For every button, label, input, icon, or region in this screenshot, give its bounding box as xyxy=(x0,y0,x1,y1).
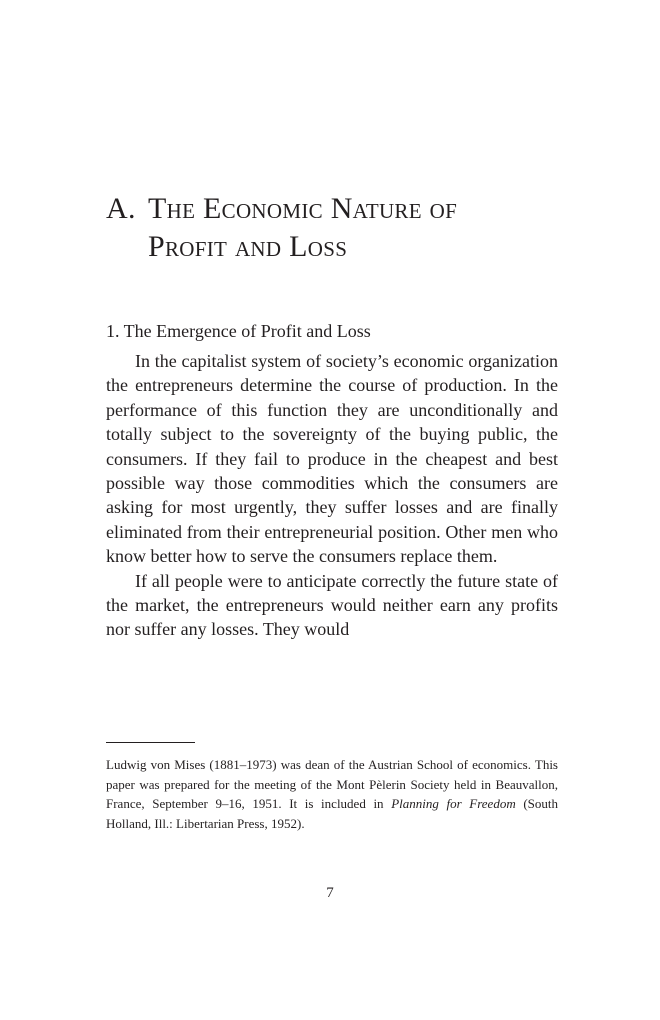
footnote-book-title: Planning for Freedom xyxy=(391,796,516,811)
footnote-text-after: (South Holland, Ill.: Libertarian Press, 1952). xyxy=(106,796,559,831)
chapter-title-line-1: The Economic Nature of xyxy=(148,192,458,225)
chapter-title-line-2: Profit and Loss xyxy=(148,230,348,263)
body-text xyxy=(106,349,558,642)
chapter-letter: A. xyxy=(106,192,136,225)
section-title: 1. The Emergence of Profit and Loss xyxy=(106,321,371,341)
chapter-heading xyxy=(106,190,566,266)
footnote xyxy=(106,755,558,833)
footnote-text-before: Ludwig von Mises (1881–1973) was dean of the Austrian School of economics. This paper was prepared for the meeting of the Mont Pèlerin Society held in Beauvallon, France, September 9–16, 1951. It is included in xyxy=(106,757,558,811)
paragraph-1: In the capitalist system of society’s economic organization the entrepreneurs determine the course of production. In the performance of this function they are unconditionally and totally subject to the sovereignty of the buying public, the consumers. If they fail to produce in the cheapest and best possible way those commodities which the consumers are asking for most urgently, they suffer losses and are finally eliminated from their entrepreneurial position. Other men who know better how to serve the consumers replace them. xyxy=(106,351,558,567)
page-number: 7 xyxy=(326,885,334,901)
footnote-divider xyxy=(106,742,195,743)
chapter-heading-line-1 xyxy=(106,190,566,228)
paragraph-2: If all people were to anticipate correctly the future state of the market, the entrepreneurs would neither earn any profits nor suffer any losses. They would xyxy=(106,570,558,640)
chapter-heading-line-2 xyxy=(106,228,566,266)
